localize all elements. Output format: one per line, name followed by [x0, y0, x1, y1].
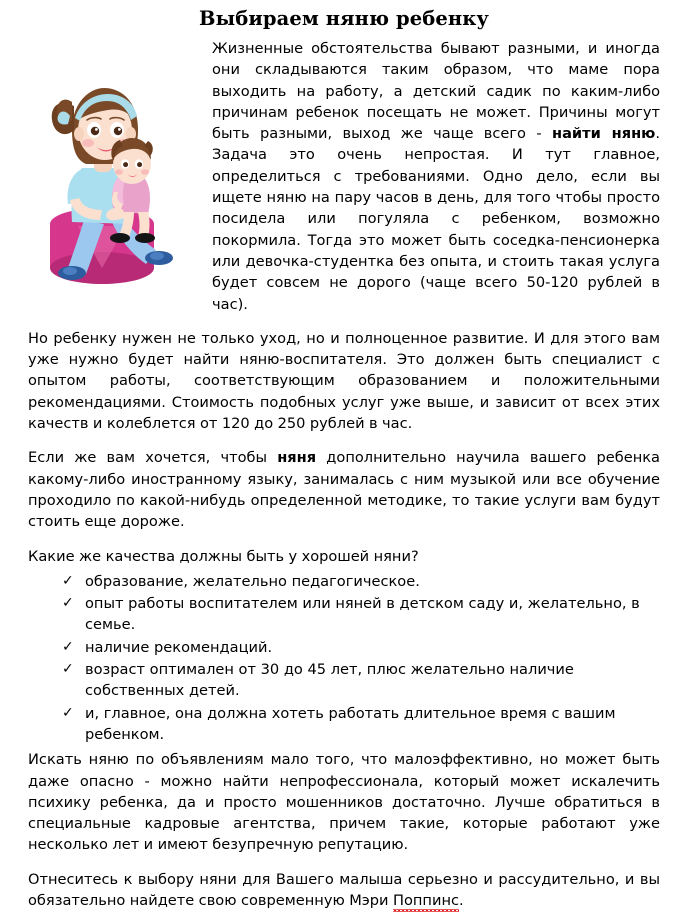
- paragraph-agencies-warning: Искать няню по объявлениям мало того, что малоэффективно, но может быть даже опасно - можно найти непрофессионала, который может искалечить психику ребенка, да и просто мошенников достаточно. Лучше обратиться в специальные кадровые агентства, причем такие, которые работают уже несколько лет и имеют безупречную репутацию.: [28, 751, 660, 854]
- baby-shoe-left: [110, 233, 130, 243]
- list-item: [62, 593, 660, 636]
- check-icon: ✓: [62, 704, 74, 721]
- nanny-illustration-svg: [28, 72, 198, 300]
- list-item-label: опыт работы воспитателем или няней в детском саду и, желательно, в семье.: [85, 595, 640, 634]
- spellcheck-misspelled-word: Поппинс: [392, 891, 460, 909]
- list-item-label: образование, желательно педагогическое.: [85, 572, 420, 590]
- emphasis-find-nanny: найти няню: [551, 125, 656, 143]
- emphasis-nanny: няня: [277, 449, 317, 467]
- paragraph-nanny-educator: Но ребенку нужен не только уход, но и полноценное развитие. И для этого вам уже нужно будет найти няню-воспитателя. Это должен быть специалист с опытом работы, соответствующим образованием и положительными рекомендациями. Стоимость подобных услуг уже выше, и зависит от всех этих качеств и колеблется от 120 до 250 рублей в час.: [28, 329, 660, 433]
- check-icon: ✓: [62, 572, 74, 589]
- list-item: [62, 571, 660, 592]
- check-icon: ✓: [62, 638, 74, 655]
- paragraph-conclusion-part-b: .: [459, 891, 464, 909]
- page-title: Выбираем няню ребенку: [198, 7, 490, 30]
- list-item-label: наличие рекомендаций.: [85, 638, 273, 656]
- paragraph-intro-part-b: . Задача это очень непростая. И тут главное, определиться с требованиями. Одно дело, если вы ищете няню на пару часов в день, для того чтобы просто посидела или погуляла с ребенком, возможно покормила. Тогда это может быть соседка-пенсионерка или девочка-студентка без опыта, и стоить такая услуга будет совсем не дорого (чаще всего 50-120 рублей в час).: [212, 125, 660, 313]
- paragraph-conclusion-part-a: Отнеситесь к выбору няни для Вашего малыша серьезно и рассудительно, и вы обязательно найдете свою современную Мэри: [28, 870, 660, 909]
- paragraph-extra-skills: [28, 447, 660, 532]
- document-page: [0, 6, 675, 909]
- paragraph-qualities-question: Какие же качества должны быть у хорошей няни?: [28, 547, 419, 565]
- paragraph-conclusion: [28, 869, 660, 912]
- check-icon: ✓: [62, 595, 74, 612]
- list-item-label: и, главное, она должна хотеть работать длительное время с вашим ребенком.: [85, 704, 616, 743]
- qualities-list: [28, 571, 660, 745]
- list-item-label: возраст оптимален от 30 до 45 лет, плюс желательно наличие собственных детей.: [85, 661, 574, 700]
- check-icon: ✓: [62, 661, 74, 678]
- nanny-with-baby-illustration: [28, 72, 198, 300]
- baby-shoe-right: [135, 233, 155, 243]
- list-item: [62, 637, 660, 658]
- paragraph-extra-skills-part-a: Если же вам хочется, чтобы: [28, 449, 278, 467]
- paragraph-intro-part-a: Жизненные обстоятельства бывают разными, и иногда они складываются таким образом, что маме пора выходить на работу, а детский садик по каким-либо причинам ребенок посещать не может. Причины могут быть разными, выход же чаще всего -: [212, 40, 660, 143]
- list-item: [62, 703, 660, 746]
- paragraph-extra-skills-part-b: дополнительно научила вашего ребенка какому-либо иностранному языку, занималась с ним музыкой или все обучение проходило по какой-нибудь определенной методике, то такие услуги вам будут стоить еще дороже.: [28, 449, 660, 531]
- list-item: [62, 659, 660, 702]
